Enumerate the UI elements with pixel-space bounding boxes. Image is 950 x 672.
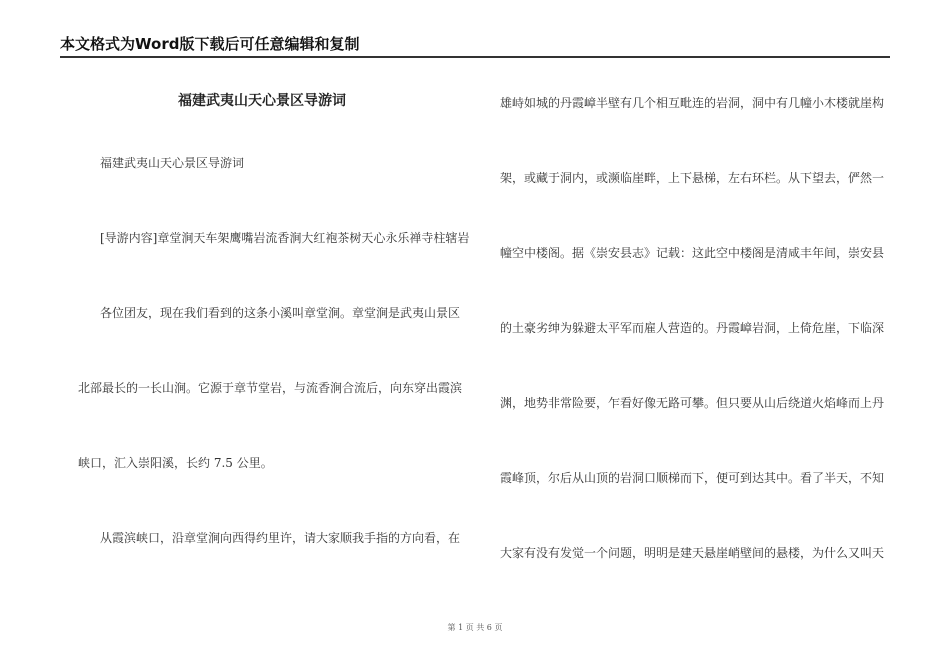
top-banner — [60, 30, 890, 58]
right-line-7: 大家有没有发觉一个问题，明明是建天悬崖峭壁间的悬楼，为什么又叫天 — [500, 546, 885, 560]
right-line-1: 雄峙如城的丹霞嶂半壁有几个相互毗连的岩洞，洞中有几幢小木楼就崖构 — [500, 96, 885, 110]
right-line-2: 架，或藏于洞内，或濒临崖畔，上下悬梯，左右环栏。从下望去，俨然一 — [500, 171, 885, 185]
left-line-1: 福建武夷山天心景区导游词 — [100, 156, 245, 170]
right-line-6: 霞峰顶，尔后从山顶的岩洞口顺梯而下，便可到达其中。看了半天，不知 — [500, 471, 885, 485]
left-line-3: 各位团友，现在我们看到的这条小溪叫章堂涧。章堂涧是武夷山景区 — [100, 306, 461, 320]
right-line-4: 的土豪劣绅为躲避太平军而雇人营造的。丹霞嶂岩洞，上倚危崖，下临深 — [500, 321, 885, 335]
left-line-5: 峡口，汇入崇阳溪，长约 7.5 公里。 — [78, 456, 273, 470]
left-line-6: 从霞滨峡口，沿章堂涧向西得约里许，请大家顺我手指的方向看，在 — [100, 531, 461, 545]
document-title: 福建武夷山天心景区导游词 — [178, 93, 346, 109]
right-line-3: 幢空中楼阁。据《崇安县志》记载：这此空中楼阁是清咸丰年间，崇安县 — [500, 246, 885, 260]
banner-text: 本文格式为Word版下载后可任意编辑和复制 — [60, 35, 360, 53]
page-footer: 第 1 页 共 6 页 — [447, 623, 503, 632]
left-line-2: [导游内容]章堂涧天车架鹰嘴岩流香涧大红袍茶树天心永乐禅寺柱辖岩 — [100, 231, 470, 245]
left-line-4: 北部最长的一长山涧。它源于章节堂岩，与流香涧合流后，向东穿出霞滨 — [78, 381, 463, 395]
right-line-5: 渊，地势非常险要，乍看好像无路可攀。但只要从山后绕道火焰峰而上丹 — [500, 396, 885, 410]
